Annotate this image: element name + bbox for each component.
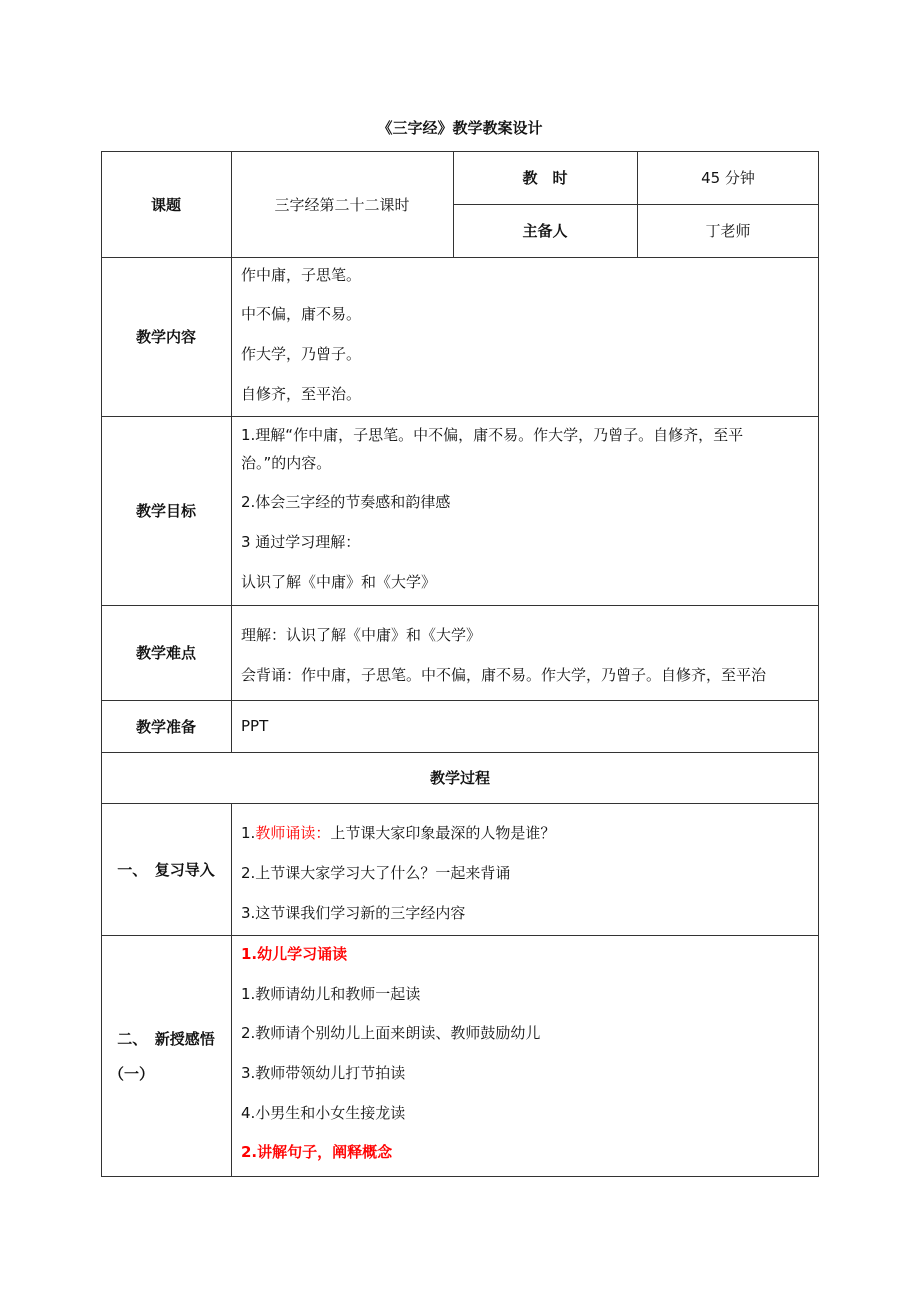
preparer-value: 丁老师: [705, 222, 751, 240]
review-label: 一、 复习导入: [117, 860, 215, 879]
topic-label: 课题: [150, 195, 181, 214]
goals-line: 认识了解《中庸》和《大学》: [241, 573, 437, 591]
difficulties-line: 理解：认识了解《中庸》和《大学》: [241, 626, 482, 644]
document-title: 《三字经》教学教案设计: [377, 119, 543, 137]
new-lesson-label: [101, 1028, 231, 1084]
new-lesson-line: 1.教师请幼儿和教师一起读: [241, 985, 421, 1003]
process-heading: 教学过程: [429, 769, 490, 787]
review-line-3: 3.这节课我们学习新的三字经内容: [241, 904, 466, 922]
new-lesson-line: 3.教师带领幼儿打节拍读: [241, 1064, 406, 1082]
difficulties-label: 教学难点: [135, 644, 196, 662]
review-line-1: [241, 822, 555, 843]
period-value: 45 分钟: [701, 169, 755, 187]
new-lesson-heading-2: 2.讲解句子，阐释概念: [241, 1143, 393, 1161]
new-lesson-line: 4.小男生和小女生接龙读: [241, 1104, 406, 1122]
content-line: 中不偏，庸不易。: [241, 305, 362, 323]
new-lesson-label-line-2: （一）: [109, 1065, 155, 1083]
preparer-label: 主备人: [522, 222, 568, 240]
content-line: 作大学，乃曾子。: [241, 345, 362, 363]
content-line: 自修齐，至平治。: [241, 385, 362, 403]
row-divider: [101, 935, 819, 936]
content-label: 教学内容: [135, 328, 196, 346]
goals-line: 1.理解“作中庸，子思笔。中不偏，庸不易。作大学，乃曾子。自修齐，至平: [241, 426, 744, 444]
new-lesson-heading-1: 1.幼儿学习诵读: [241, 945, 348, 963]
period-label: 教 时: [522, 169, 568, 187]
content-line: 作中庸，子思笔。: [241, 266, 362, 284]
topic-value: 三字经第二十二课时: [274, 195, 410, 214]
review-line-1-text: 上节课大家印象最深的人物是谁？: [330, 824, 556, 842]
new-lesson-line: 2.教师请个别幼儿上面来朗读、教师鼓励幼儿: [241, 1024, 541, 1042]
review-line-1-highlight: 教师诵读：: [255, 824, 331, 842]
column-divider: [231, 803, 232, 1177]
preparation-value: PPT: [241, 717, 269, 735]
preparation-label: 教学准备: [135, 717, 196, 736]
goals-line: 2.体会三字经的节奏感和韵律感: [241, 493, 451, 511]
goals-line: 治。”的内容。: [241, 454, 332, 472]
difficulties-line: 会背诵：作中庸，子思笔。中不偏，庸不易。作大学，乃曾子。自修齐，至平治: [241, 666, 767, 684]
new-lesson-label-line-1: 二、 新授感悟: [117, 1030, 215, 1048]
review-line-1-prefix: 1.: [241, 824, 256, 842]
goals-label: 教学目标: [135, 502, 196, 520]
goals-line: 3 通过学习理解：: [241, 533, 361, 551]
review-line-2: 2.上节课大家学习大了什么？一起来背诵: [241, 864, 511, 882]
